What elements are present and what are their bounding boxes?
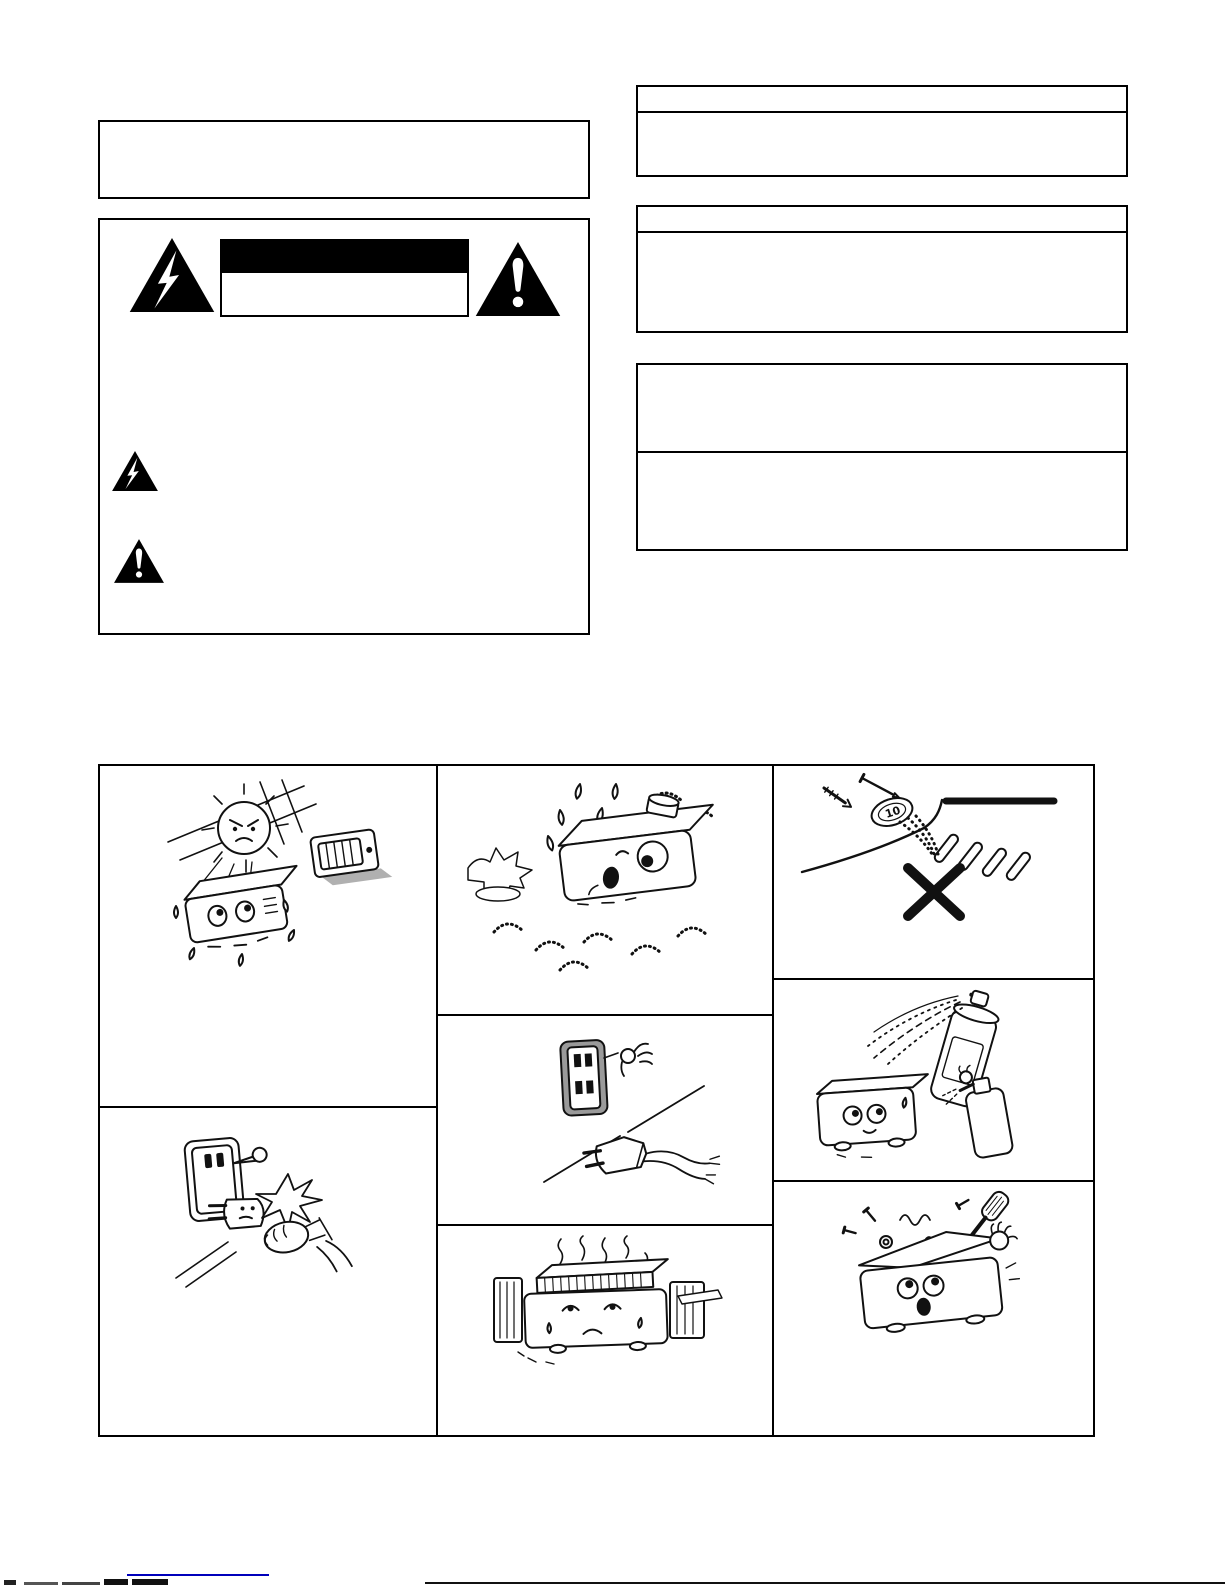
warning-box-2-header [638,207,1126,233]
warning-box-3-section-b [638,453,1126,549]
safety-illustration-grid [98,764,1095,1437]
warning-box-2-body [638,233,1126,331]
pull-by-cord-illustration [524,1036,714,1196]
cell-water-splash [438,766,774,1014]
caution-panel [98,218,590,635]
cell-disassembly [774,1180,1093,1435]
cell-stacking-heat [438,1224,774,1435]
grid-column-1 [100,766,436,1435]
damaged-plug-illustration [170,1130,370,1290]
warning-box-1 [636,85,1128,177]
warning-box-3-section-a [638,365,1126,453]
cell-heat-sources [100,766,436,1106]
lightning-bolt-triangle-icon [128,236,216,314]
warning-box-3 [636,363,1128,551]
grid-column-3 [772,766,1093,1435]
lightning-bolt-triangle-small-icon [111,450,159,492]
cell-aerosol-spray [774,978,1093,1180]
caution-title-bar [220,239,469,271]
aerosol-spray-illustration [810,992,1050,1172]
heat-sources-illustration [164,780,404,970]
water-splash-illustration [464,772,744,1002]
warning-box-1-body [638,113,1126,175]
cell-pull-by-cord [438,1014,774,1224]
caution-sub-box [220,271,469,317]
notice-box [98,120,590,199]
svg-text:10: 10 [883,803,903,821]
cell-foreign-objects [774,766,1093,978]
exclamation-triangle-small-icon [113,538,165,584]
foreign-objects-illustration [796,774,1076,924]
disassembly-illustration [808,1190,1058,1350]
watermark-link-underline[interactable] [127,1574,269,1576]
exclamation-triangle-icon [474,240,562,318]
stacking-heat-illustration [482,1236,722,1376]
footer-rule [425,1582,1225,1584]
cell-damaged-plug [100,1106,436,1435]
warning-box-1-header [638,87,1126,113]
warning-box-2 [636,205,1128,333]
grid-column-2 [436,766,774,1435]
